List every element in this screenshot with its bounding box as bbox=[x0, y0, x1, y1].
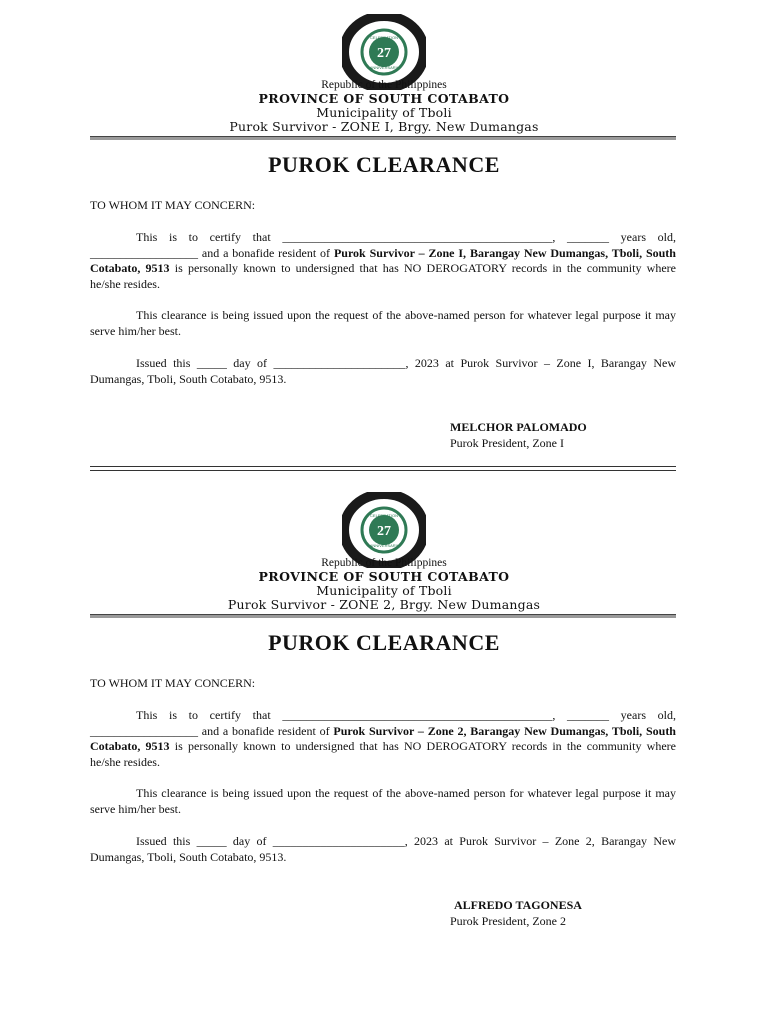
salutation: TO WHOM IT MAY CONCERN: bbox=[90, 676, 256, 690]
logo-ring-top: CELEBRATION bbox=[370, 35, 398, 40]
p1-text-a: This is to certify that _____________________________________________, _______ years old, __________________ and a bonafide resident of bbox=[90, 708, 676, 738]
signatory-name: MELCHOR PALOMADO bbox=[450, 420, 587, 434]
salutation: TO WHOM IT MAY CONCERN: bbox=[90, 198, 256, 212]
certification-paragraph bbox=[90, 708, 676, 770]
province-line: PROVINCE OF SOUTH COTABATO bbox=[258, 91, 510, 106]
document-title: PUROK CLEARANCE bbox=[268, 630, 500, 655]
municipality-line: Municipality of Tboli bbox=[316, 583, 452, 598]
location-line: Purok Survivor - ZONE I, Brgy. New Dumangas bbox=[229, 119, 539, 134]
header-divider bbox=[90, 614, 676, 618]
section-separator bbox=[90, 466, 676, 471]
p1-address: Purok Survivor – Zone I, Barangay New Dumangas, Tboli, South Cotabato, 9513 bbox=[90, 245, 676, 275]
header-divider bbox=[90, 136, 676, 140]
document-title: PUROK CLEARANCE bbox=[268, 152, 500, 177]
signatory-name: ALFREDO TAGONESA bbox=[454, 898, 582, 912]
p3-text: Issued this _____ day of ______________________, 2023 at Purok Survivor – Zone I, Barangay New Dumangas, Tboli, South Cotabato, 9513. bbox=[90, 356, 676, 386]
province-line: PROVINCE OF SOUTH COTABATO bbox=[258, 569, 510, 584]
republic-line: Republic of the Philippines bbox=[321, 557, 447, 569]
logo-number: 27 bbox=[377, 46, 391, 61]
p1-text-b: is personally known to undersigned that has NO DEROGATORY records in the community where he/she resides. bbox=[90, 739, 676, 769]
issued-paragraph bbox=[90, 834, 676, 865]
signatory-title: Purok President, Zone 2 bbox=[450, 914, 566, 928]
p1-text-b: is personally known to undersigned that has NO DEROGATORY records in the community where he/she resides. bbox=[90, 261, 676, 291]
p2-text: This clearance is being issued upon the request of the above-named person for whatever legal purpose it may serve him/her best. bbox=[90, 786, 676, 816]
municipality-line: Municipality of Tboli bbox=[316, 105, 452, 120]
certification-paragraph bbox=[90, 230, 676, 292]
logo-ring-top: CELEBRATION bbox=[370, 513, 398, 518]
p1-address: Purok Survivor – Zone 2, Barangay New Dumangas, Tboli, South Cotabato, 9513 bbox=[90, 723, 676, 753]
republic-line: Republic of the Philippines bbox=[321, 79, 447, 91]
logo-ring-sub: ANNIVERSARY bbox=[369, 543, 399, 548]
purpose-paragraph bbox=[90, 786, 676, 817]
p2-text: This clearance is being issued upon the request of the above-named person for whatever legal purpose it may serve him/her best. bbox=[90, 308, 676, 338]
p3-text: Issued this _____ day of ______________________, 2023 at Purok Survivor – Zone 2, Barangay New Dumangas, Tboli, South Cotabato, 9513. bbox=[90, 834, 676, 864]
purpose-paragraph bbox=[90, 308, 676, 339]
location-line: Purok Survivor - ZONE 2, Brgy. New Dumangas bbox=[227, 597, 541, 612]
logo-number: 27 bbox=[377, 524, 391, 539]
issued-paragraph bbox=[90, 356, 676, 387]
logo-ring-sub: ANNIVERSARY bbox=[369, 65, 399, 70]
signatory-title: Purok President, Zone I bbox=[450, 436, 564, 450]
p1-text-a: This is to certify that _____________________________________________, _______ years old, __________________ and a bonafide resident of bbox=[90, 230, 676, 260]
